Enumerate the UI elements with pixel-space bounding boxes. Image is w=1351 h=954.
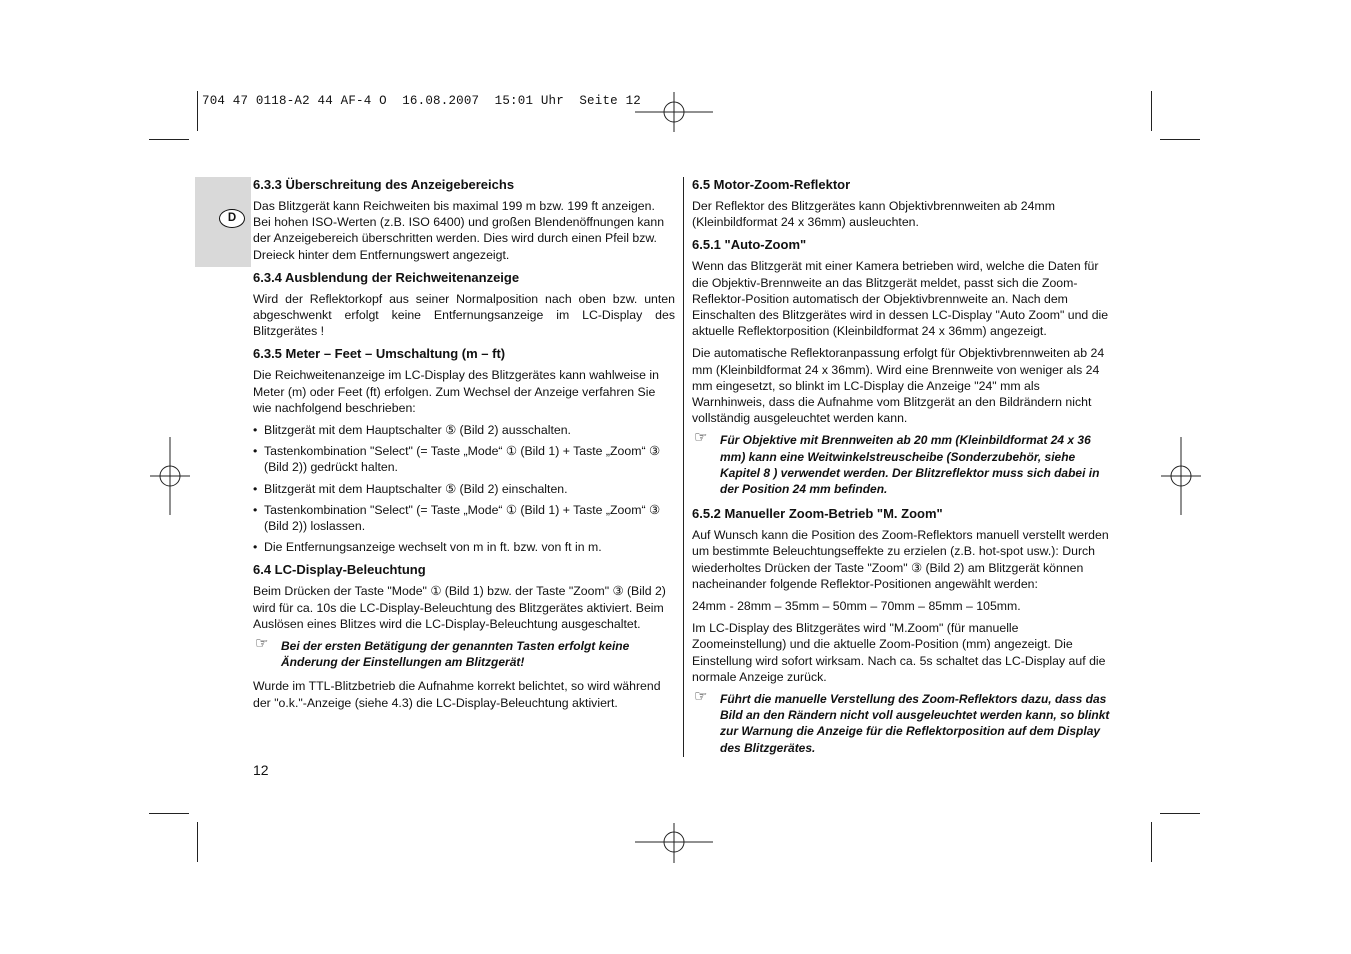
section-heading: 6.4 LC-Display-Beleuchtung [253,562,426,578]
registration-mark-icon [635,92,715,132]
print-header: 704 47 0118-A2 44 AF-4 O 16.08.2007 15:01 Uhr Seite 12 [202,94,641,108]
registration-mark-icon [1161,437,1201,517]
crop-mark [149,813,189,814]
section-heading: 6.3.4 Ausblendung der Reichweitenanzeige [253,269,520,285]
column-divider [683,177,684,757]
pointing-hand-icon: ☞ [694,688,708,706]
section-heading: 6.5.2 Manueller Zoom-Betrieb "M. Zoom" [692,506,943,522]
paragraph: Auf Wunsch kann die Position des Zoom-Reflektors manuell verstellt werden um bestimmte Beleuchtungseffekte zu erzielen (z.B. hot-spot usw.): Durch wiederholtes Drücken der Taste "Zoom" ③ (Bild 2) am Blitzgerät können nacheinander folgende Reflektor-Positionen angewählt werden: [692,528,1109,591]
crop-mark [149,139,189,140]
section-heading: 6.5 Motor-Zoom-Reflektor [692,177,851,192]
crop-mark [197,822,198,862]
list-item: • Tastenkombination "Select" (= Taste „Mode“ ① (Bild 1) + Taste „Zoom“ ③ (Bild 2)) gedrückt halten. [253,443,675,475]
bullet-list [253,422,675,555]
note-text: Bei der ersten Betätigung der genannten Tasten erfolgt keine Änderung der Einstellungen am Blitzgerät! [281,639,630,670]
crop-mark [1151,822,1152,862]
paragraph: Die Reichweitenanzeige im LC-Display des Blitzgerätes kann wahlweise in Meter (m) oder Feet (ft) erfolgen. Zum Wechsel der Anzeige verfahren Sie wie nachfolgend beschrieben: [253,368,659,415]
paragraph: Wird der Reflektorkopf aus seiner Normalposition nach oben bzw. unten abgeschwenkt erfolgt keine Entfernungsanzeige im LC-Display des Blitzgerätes ! [253,291,675,339]
paragraph: Beim Drücken der Taste "Mode" ① (Bild 1) bzw. der Taste "Zoom" ③ (Bild 2) wird für ca. 10s die LC-Display-Beleuchtung des Blitzgerätes aktiviert. Beim Auslösen eines Blitzes wird die LC-Display-Beleuchtung ausgeschaltet. [253,584,666,631]
list-item: • Die Entfernungsanzeige wechselt von m in ft. bzw. von ft in m. [253,539,675,555]
right-column [692,176,1110,764]
note [253,635,675,670]
note-text: Für Objektive mit Brennweiten ab 20 mm (Kleinbildformat 24 x 36 mm) kann eine Weitwinkelstreuscheibe (Sonderzubehör, siehe Kapitel 8 ) verwendet werden. Der Blitzreflektor muss sich dabei in der Position 24 mm befinden. [720,433,1100,497]
section-heading: 6.3.3 Überschreitung des Anzeigebereichs [253,177,515,192]
list-item: • Tastenkombination "Select" (= Taste „Mode“ ① (Bild 1) + Taste „Zoom“ ③ (Bild 2)) loslassen. [253,502,675,534]
crop-mark [1160,139,1200,140]
registration-mark-icon [635,823,715,863]
list-item: • Blitzgerät mit dem Hauptschalter ⑤ (Bild 2) ausschalten. [253,422,675,438]
paragraph: Die automatische Reflektoranpassung erfolgt für Objektivbrennweiten ab 24 mm (Kleinbildformat 24 x 36mm). Wird eine Brennweite von weniger als 24 mm eingesetzt, so blinkt im LC-Display die Anzeige "24" mm als Warnhinweis, dass die Aufnahme vom Blitzgerät an den Bildrändern nicht vollständig ausgeleuchtet werden kann. [692,346,1105,426]
pointing-hand-icon: ☞ [694,429,708,447]
paragraph: Das Blitzgerät kann Reichweiten bis maximal 199 m bzw. 199 ft anzeigen. Bei hohen ISO-Werten (z.B. ISO 6400) und großen Blendenöffnungen kann der Anzeigebereich überschritten werden. Dies wird durch einen Pfeil bzw. Dreieck hinter dem Entfernungswert angezeigt. [253,199,665,262]
paragraph: Der Reflektor des Blitzgerätes kann Objektivbrennweiten ab 24mm (Kleinbildformat 24 x 36mm) ausleuchten. [692,199,1055,230]
note-text: Führt die manuelle Verstellung des Zoom-Reflektors dazu, dass das Bild an den Rändern nicht voll ausgeleuchtet werden kann, so blinkt zur Warnung die Anzeige für die Reflektorposition auf dem Display des Blitzgerätes. [720,692,1110,755]
crop-mark [1151,91,1152,131]
paragraph: Wurde im TTL-Blitzbetrieb die Aufnahme korrekt belichtet, so wird während der "o.k."-Anzeige (siehe 4.3) die LC-Display-Beleuchtung aktiviert. [253,679,661,710]
note [692,429,1110,497]
pointing-hand-icon: ☞ [255,635,269,653]
paragraph: Wenn das Blitzgerät mit einer Kamera betrieben wird, welche die Daten für die Objektiv-Brennweite an das Blitzgerät meldet, passt sich die Zoom-Reflektor-Position automatisch der Objektivbrennweite an. Nach dem Einschalten des Blitzgerätes wird in dessen LC-Display "Auto Zoom" und die aktuelle Reflektorposition (Kleinbildformat 24 x 36mm) angezeigt. [692,259,1109,339]
paragraph: Im LC-Display des Blitzgerätes wird "M.Zoom" (für manuelle Zoomeinstellung) und die aktuelle Zoom-Position (mm) angezeigt. Die Einstellung wird sofort wirksam. Nach ca. 5s schaltet das LC-Display auf die normale Anzeige zurück. [692,621,1106,684]
section-heading: 6.5.1 "Auto-Zoom" [692,237,807,253]
list-item: • Blitzgerät mit dem Hauptschalter ⑤ (Bild 2) einschalten. [253,481,675,497]
section-heading: 6.3.5 Meter – Feet – Umschaltung (m – ft) [253,346,506,362]
left-column [253,176,675,717]
page-number: 12 [253,762,269,778]
registration-mark-icon [150,437,190,517]
note [692,688,1110,756]
crop-mark [1160,813,1200,814]
zoom-positions: 24mm - 28mm – 35mm – 50mm – 70mm – 85mm – 105mm. [692,599,1021,614]
language-badge: D [219,209,245,228]
crop-mark [197,91,198,131]
